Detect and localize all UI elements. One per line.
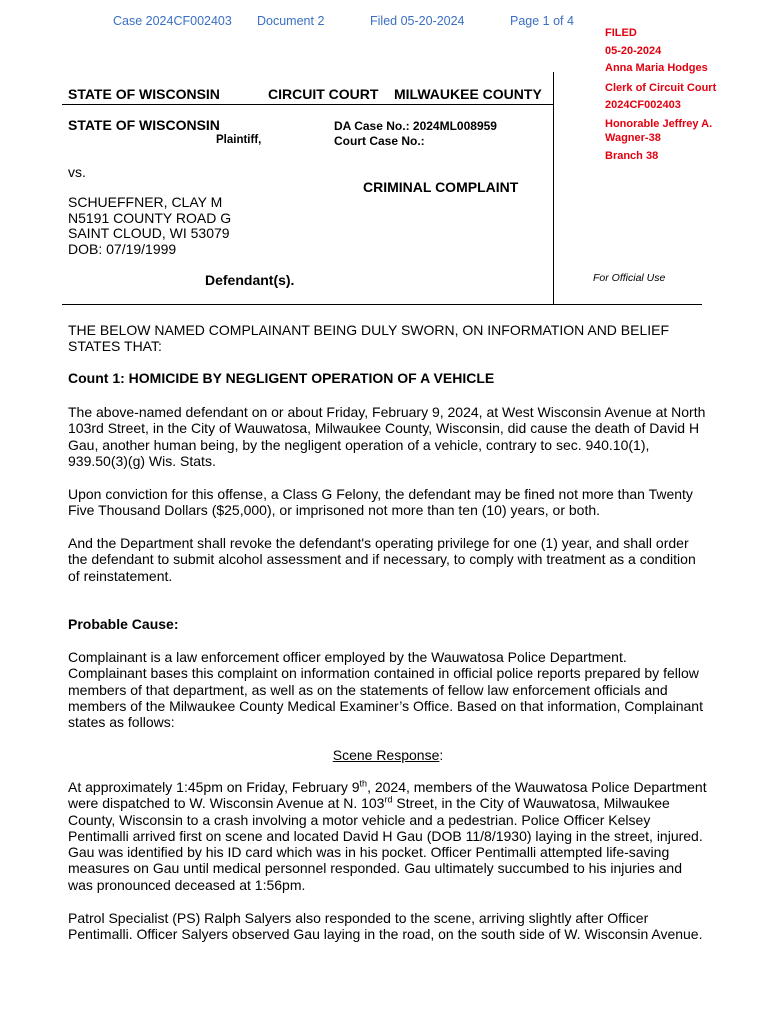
defendant-block: [68, 195, 231, 257]
case-number-header: Case 2024CF002403: [113, 14, 232, 28]
stamp-clerk-name: Anna Maria Hodges: [605, 62, 708, 74]
scene-response-paragraph: [68, 779, 708, 893]
filed-date-header: Filed 05-20-2024: [370, 14, 465, 28]
court-case-number: Court Case No.:: [334, 134, 425, 148]
scene-response-heading-row: [68, 747, 708, 763]
revocation-text: And the Department shall revoke the defendant's operating privilege for one (1) year, and shall order the defendant to submit alcohol assessment and if necessary, to comply with treatment as a condition of reinstatement.: [68, 535, 696, 584]
official-use-label: For Official Use: [593, 272, 666, 284]
caption-top-rule: [62, 104, 554, 105]
count-1-charge-text: The above-named defendant on or about Friday, February 9, 2024, at West Wisconsin Avenue at North 103rd Street, in the City of Wauwatosa, Milwaukee County, Wisconsin, did cause the death of David H Gau, another human being, by the negligent operation of a vehicle, contrary to sec. 940.10(1), 939.50(3)(g) Wis. Stats.: [68, 404, 706, 469]
scene-superscript-rd: rd: [384, 794, 393, 805]
complaint-title: CRIMINAL COMPLAINT: [363, 179, 519, 195]
complainant-text: Complainant is a law enforcement officer employed by the Wauwatosa Police Department. Complainant bases this complaint on information contained in official police reports prepared by fellow members of that department, as well as on the statements of fellow law enforcement officials and members of the Milwaukee County Medical Examiner’s Office. Based on that information, Complainant states as follows:: [68, 649, 703, 731]
defendant-address-line2: SAINT CLOUD, WI 53079: [68, 225, 230, 241]
defendant-label: Defendant(s).: [205, 272, 295, 288]
stamp-branch: Branch 38: [605, 149, 659, 162]
scene-text-part-a: At approximately 1:45pm on Friday, February 9: [68, 779, 360, 795]
scene-text-part-b: , 2024, members of the Wauwatosa Police Department were dispatched to W. Wisconsin Avenue at N. 103: [68, 779, 707, 812]
scene-text-part-c: Street, in the City of Wauwatosa, Milwaukee County, Wisconsin to a crash involving a motor vehicle and a pedestrian. Police Officer Kelsey Pentimalli arrived first on scene and located David H Gau (DOB 11/8/1930) laying in the street, injured. Gau was identified by his ID card which was in his pocket. Officer Pentimalli attempted life-saving measures on Gau until medical personnel responded. Gau ultimately succumbed to his injuries and was pronounced deceased at 1:56pm.: [68, 795, 703, 893]
intro-statement: THE BELOW NAMED COMPLAINANT BEING DULY SWORN, ON INFORMATION AND BELIEF STATES THAT:: [68, 322, 670, 355]
stamp-clerk-title: Clerk of Circuit Court: [605, 81, 717, 94]
caption-county: MILWAUKEE COUNTY: [394, 86, 542, 102]
stamp-judge-line2: Wagner-38: [605, 131, 661, 144]
penalty-text: Upon conviction for this offense, a Class G Felony, the defendant may be fined not more than Twenty Five Thousand Dollars ($25,000), or imprisoned not more than ten (10) years, or both.: [68, 486, 693, 519]
plaintiff-name: STATE OF WISCONSIN: [68, 117, 220, 133]
stamp-judge-line1: Honorable Jeffrey A.: [605, 117, 713, 130]
stamp-case-no: 2024CF002403: [605, 99, 681, 111]
document-number-header: Document 2: [257, 14, 325, 28]
caption-vertical-rule: [553, 72, 554, 304]
scene-superscript-th: th: [359, 778, 368, 789]
caption-state: STATE OF WISCONSIN: [68, 86, 220, 102]
probable-cause-title: Probable Cause:: [68, 616, 179, 632]
versus-label: vs.: [68, 164, 86, 180]
count-1-title: Count 1: HOMICIDE BY NEGLIGENT OPERATION OF A VEHICLE: [68, 370, 495, 386]
page-indicator: Page 1 of 4: [510, 14, 574, 28]
defendant-dob: DOB: 07/19/1999: [68, 240, 177, 257]
filing-stamp: [605, 25, 765, 165]
caption-bottom-rule: [62, 304, 702, 305]
stamp-date: 05-20-2024: [605, 44, 662, 57]
patrol-specialist-paragraph: Patrol Specialist (PS) Ralph Salyers also responded to the scene, arriving slightly after Officer Pentimalli. Officer Salyers observed Gau laying in the road, on the south side of W. Wisconsin Avenue.: [68, 910, 703, 943]
scene-response-colon: :: [439, 747, 444, 763]
caption-court: CIRCUIT COURT: [268, 86, 379, 102]
plaintiff-label: Plaintiff,: [216, 134, 262, 146]
da-case-number: DA Case No.: 2024ML008959: [334, 119, 497, 133]
defendant-name: SCHUEFFNER, CLAY M: [68, 194, 223, 210]
stamp-filed: FILED: [605, 27, 637, 39]
defendant-address-line1: N5191 COUNTY ROAD G: [68, 209, 232, 226]
scene-response-heading: Scene Response: [332, 747, 440, 763]
